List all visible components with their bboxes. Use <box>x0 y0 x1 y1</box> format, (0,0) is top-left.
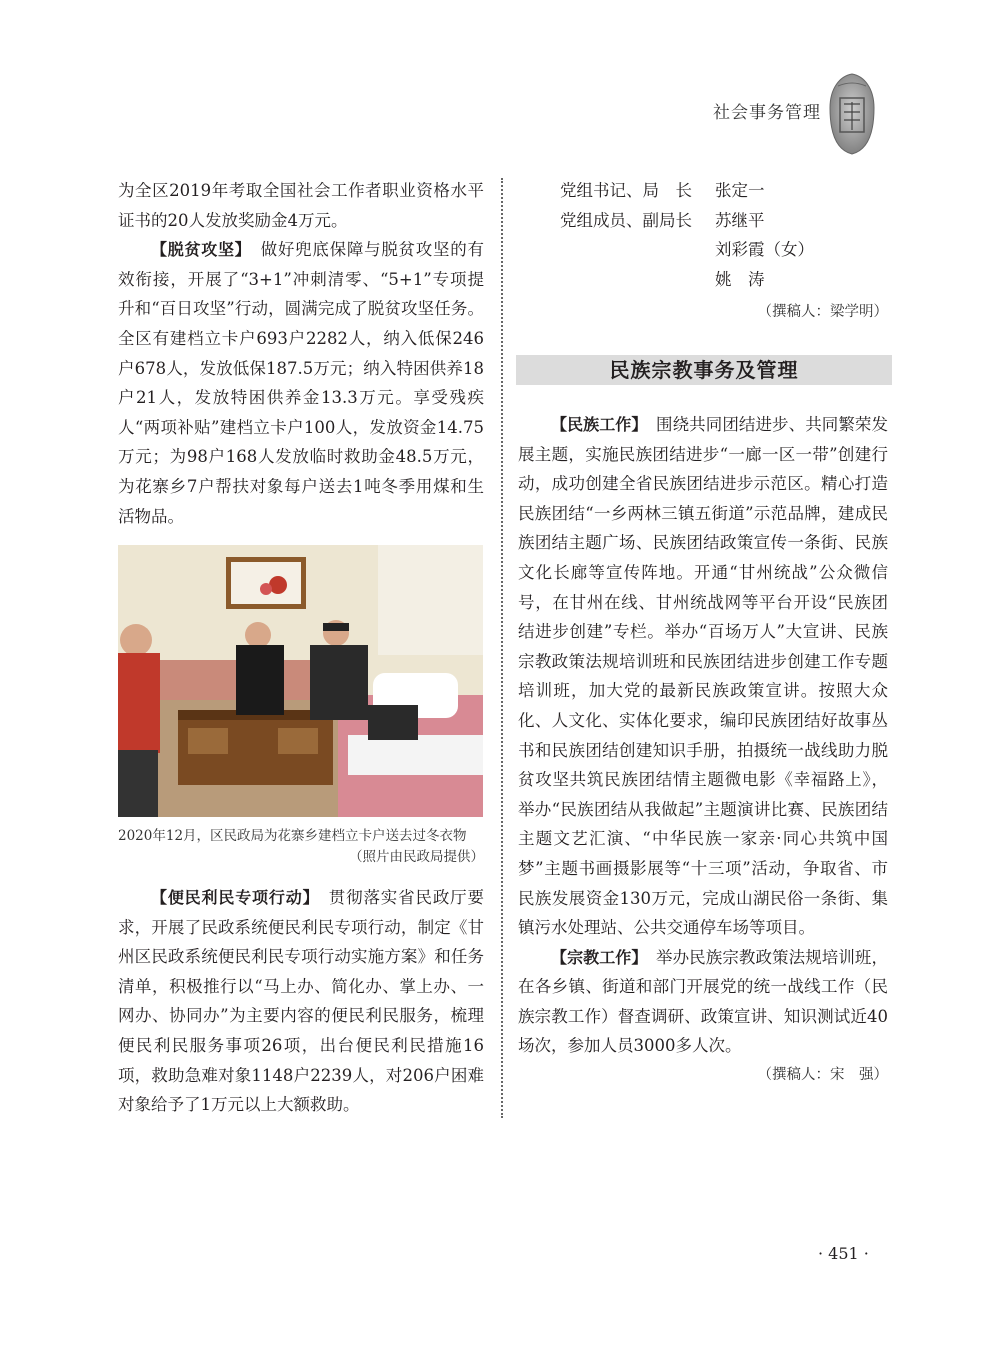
religion-heading: 【宗教工作】 <box>551 947 640 967</box>
staff-name: 姚 涛 <box>715 269 765 289</box>
staff-list <box>560 176 814 294</box>
ethnic-heading: 【民族工作】 <box>551 415 640 434</box>
staff-role <box>560 235 715 265</box>
poverty-text: 做好兜底保障与脱贫攻坚的有效衔接，开展了“3+1”冲刺清零、“5+1”专项提升和“百日攻坚”行动，圆满完成了脱贫攻坚任务。全区有建档立卡户693户2282人，纳入低保246户678人，发放低保187.5万元；纳入特困供养18户21人，发放特困供养金13.3万元。享受残疾人“两项补贴”建档立卡户100人，发放资金14.75万元；为98户168人发放临时救助金48.5万元，为花寨乡7户帮扶对象每户送去1吨冬季用煤和生活物品。 <box>118 240 485 526</box>
right-column <box>518 410 888 1091</box>
staff-name: 刘彩霞（女） <box>715 240 814 260</box>
service-heading: 【便民利民专项行动】 <box>151 888 312 907</box>
ethnic-paragraph <box>518 410 888 943</box>
religion-paragraph <box>518 943 888 1061</box>
photo-caption <box>118 826 484 868</box>
staff-role <box>560 265 715 295</box>
staff-role: 党组成员、副局长 <box>560 210 692 230</box>
service-paragraph <box>118 883 484 1120</box>
seal-stone-icon <box>828 72 876 156</box>
staff-row <box>560 235 814 265</box>
staff-role: 党组书记、局 长 <box>560 181 692 200</box>
intro-paragraph: 为全区2019年考取全国社会工作者职业资格水平证书的20人发放奖励金4万元。 <box>118 181 484 230</box>
poverty-heading: 【脱贫攻坚】 <box>151 240 244 260</box>
religion-text: 举办民族宗教政策法规培训班，在各乡镇、街道和部门开展党的统一战线工作（民族宗教工作）督查调研、政策宣讲、知识测试近40场次，参加人员3000多人次。 <box>518 947 888 1056</box>
left-column <box>118 176 484 531</box>
staff-name: 张定一 <box>715 181 765 200</box>
staff-row <box>560 176 814 206</box>
running-header-title: 社会事务管理 <box>713 103 821 123</box>
visit-photo <box>118 545 483 817</box>
staff-row <box>560 206 814 236</box>
service-text: 贯彻落实省民政厅要求，开展了民政系统便民利民专项行动，制定《甘州区民政系统便民利民专项行动实施方案》和任务清单，积极推行以“马上办、简化办、掌上办、一网办、协同办”为主要内容的便民利民服务，梳理便民利民服务事项26项，出台便民利民措施16项，救助急难对象1148户2239人，对206户困难对象给予了1万元以上大额救助。 <box>118 888 484 1115</box>
photo-caption-line: 2020年12月，区民政局为花寨乡建档立卡户送去过冬衣物 <box>118 828 467 844</box>
page-number: · 451 · <box>818 1244 869 1263</box>
author-byline: （撰稿人：梁学明） <box>757 304 888 320</box>
poverty-paragraph <box>118 235 484 531</box>
left-column-bottom <box>118 883 484 1120</box>
staff-row <box>560 265 814 295</box>
section-heading: 民族宗教事务及管理 <box>516 355 892 385</box>
column-divider <box>501 178 503 1118</box>
photo-credit: （照片由民政局提供） <box>349 849 484 865</box>
ethnic-text: 围绕共同团结进步、共同繁荣发展主题，实施民族团结进步“一廊一区一带”创建行动，成功创建全省民族团结进步示范区。精心打造民族团结“一乡两林三镇五街道”示范品牌，建成民族团结主题广场、民族团结政策宣传一条街、民族文化长廊等宣传阵地。开通“甘州统战”公众微信号，在甘州在线、甘州统战网等平台开设“民族团结进步创建”专栏。举办“百场万人”大宣讲、民族宗教政策法规培训班和民族团结进步创建工作专题培训班，加大党的最新民族政策宣讲。按照大众化、人文化、实体化要求，编印民族团结好故事丛书和民族团结创建知识手册，拍摄统一战线助力脱贫攻坚共筑民族团结情主题微电影《幸福路上》，举办“民族团结从我做起”主题演讲比赛、民族团结主题文艺汇演、“中华民族一家亲·同心共筑中国梦”主题书画摄影展等“十三项”活动，争取省、市民族发展资金130万元，完成山湖民俗一条街、集镇污水处理站、公共交通停车场等项目。 <box>518 415 888 938</box>
staff-name: 苏继平 <box>715 210 765 230</box>
author-byline: （撰稿人：宋 强） <box>757 1067 888 1084</box>
